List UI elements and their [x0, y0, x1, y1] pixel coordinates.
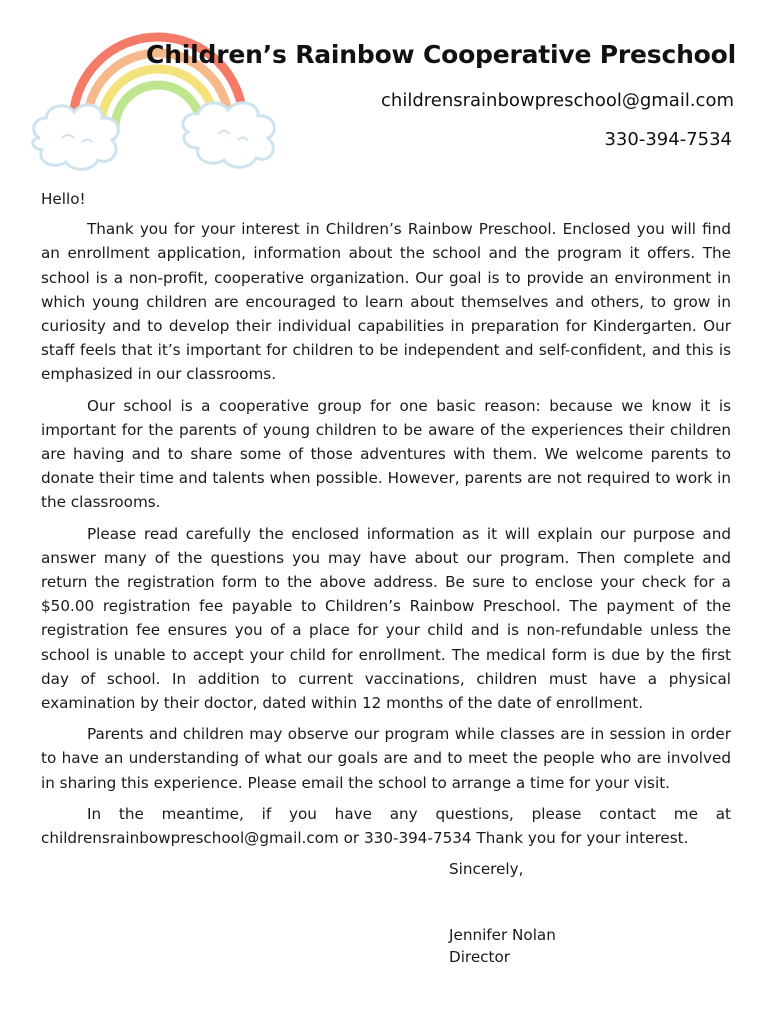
letter-body [41, 187, 731, 857]
signer-name: Jennifer Nolan [449, 926, 556, 944]
signer-title: Director [449, 948, 511, 966]
signature-block [449, 924, 556, 968]
paragraph-intro: Thank you for your interest in Children’s Rainbow Preschool. Enclosed you will find an enrollment application, information about the school and the program it offers. The school is a non-profit, cooperative organization. Our goal is to provide an environment in which young children are encouraged to learn about themselves and others, to grow in curiosity and to develop their individual capabilities in preparation for Kindergarten. Our staff feels that it’s important for children to be independent and self-confident, and this is emphasized in our classrooms. [41, 220, 731, 384]
school-name: Children’s Rainbow Cooperative Preschool [146, 40, 736, 69]
paragraph-observe: Parents and children may observe our program while classes are in session in order to have an understanding of what our goals are and to meet the people who are involved in sharing this experience. Please email the school to arrange a time for your visit. [41, 725, 731, 792]
contact-phone: 330-394-7534 [604, 129, 732, 150]
closing: Sincerely, [449, 860, 524, 878]
greeting: Hello! [41, 190, 86, 208]
letterhead [0, 0, 770, 185]
contact-email: childrensrainbowpreschool@gmail.com [381, 90, 734, 111]
paragraph-registration: Please read carefully the enclosed information as it will explain our purpose and answer many of the questions you may have about our program. Then complete and return the registration form to the above address. Be sure to enclose your check for a $50.00 registration fee payable to Children’s Rainbow Preschool. The payment of the registration fee ensures you of a place for your child and is non-refundable unless the school is unable to accept your child for enrollment. The medical form is due by the first day of school. In addition to current vaccinations, children must have a physical examination by their doctor, dated within 12 months of the date of enrollment. [41, 524, 731, 713]
paragraph-cooperative: Our school is a cooperative group for one basic reason: because we know it is important for the parents of young children to be aware of the experiences their children are having and to share some of those adventures with them. We welcome parents to donate their time and talents when possible. However, parents are not required to work in the classrooms. [41, 396, 731, 512]
paragraph-contact: In the meantime, if you have any questions, please contact me at childrensrainbowpreschool@gmail.com or 330-394-7534 Thank you for your interest. [41, 804, 731, 848]
